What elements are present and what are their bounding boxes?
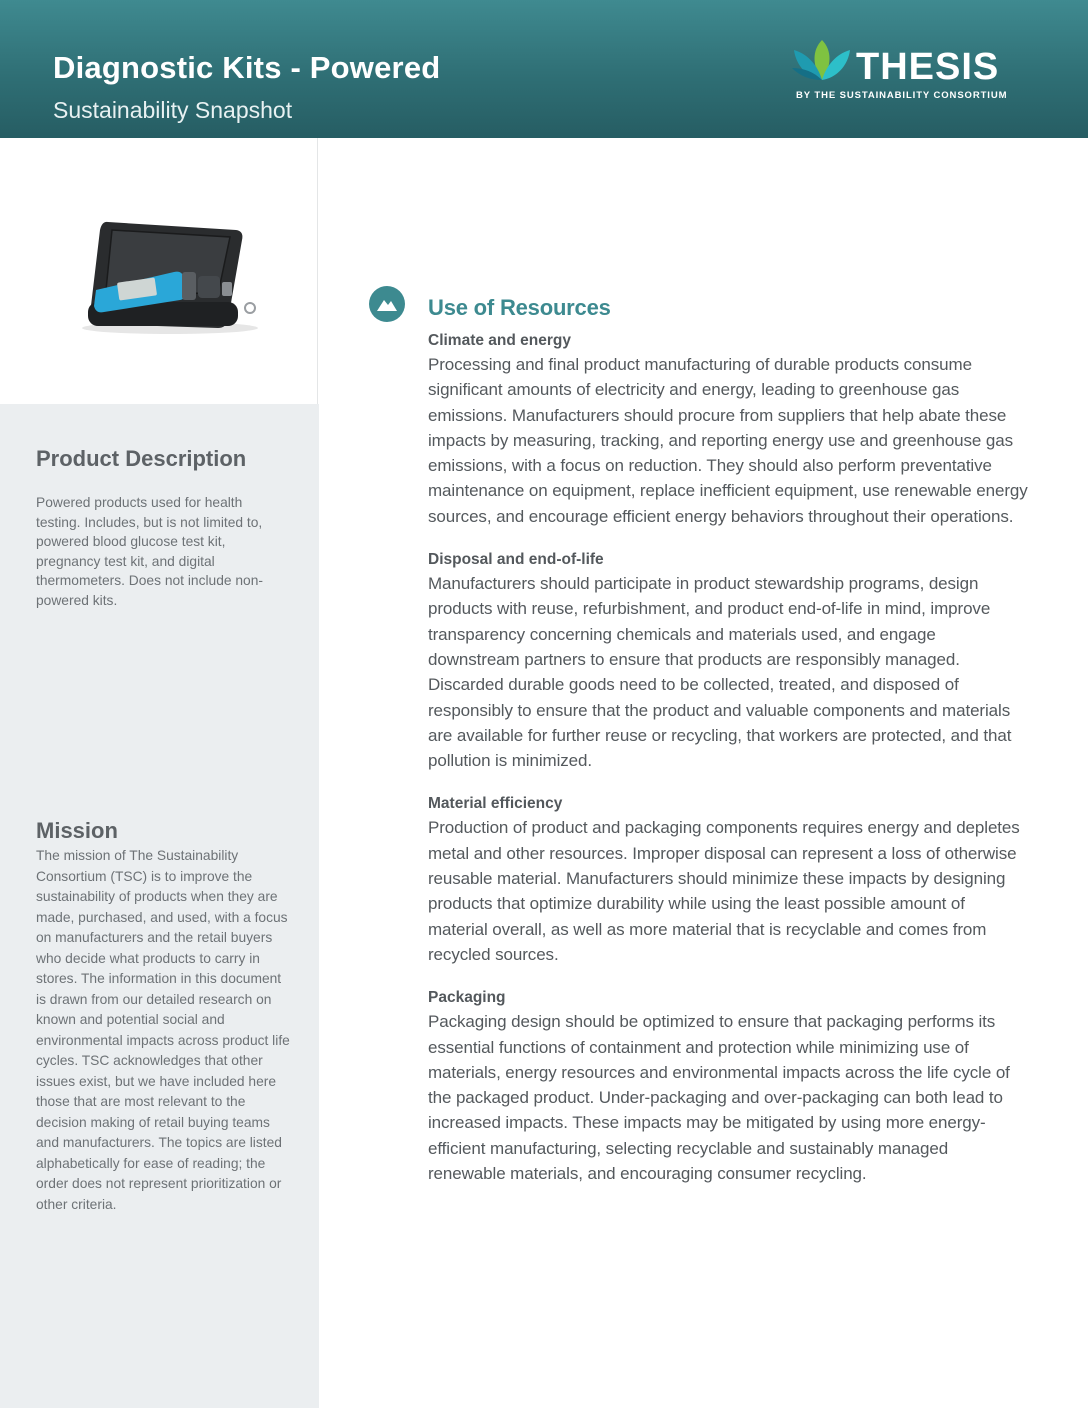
thesis-logo	[790, 36, 1030, 106]
topic-heading: Climate and energy	[428, 332, 571, 349]
product-description-heading: Product Description	[36, 446, 247, 471]
mission-text: The mission of The Sustainability Consortium (TSC) is to improve the sustainability of products when they are made, purchased, and used, with a focus on manufacturers and the retail buyers who decide what products to carry in stores. The information in this document is drawn from our detailed research on known and potential social and environmental impacts across product life cycles. TSC acknowledges that other issues exist, but we have included here those that are most relevant to the decision making of retail buying teams and manufacturers. The topics are listed alphabetically for ease of reading; the order does not represent prioritization or other criteria.	[36, 848, 290, 1212]
mountain-icon	[369, 286, 405, 322]
section-content	[428, 330, 1028, 1206]
product-image-panel	[0, 138, 318, 404]
topic-text: Processing and final product manufacturing of durable products consume significant amounts of electricity and energy, leading to greenhouse gas emissions. Manufacturers should procure from suppliers that help abate these impacts by measuring, tracking, and reporting energy use and greenhouse gas emissions, with a focus on reduction. They should also perform preventative maintenance on equipment, replace inefficient equipment, use renewable energy sources, and encourage efficient energy behaviors throughout their operations.	[428, 355, 1028, 526]
topic-text: Packaging design should be optimized to ensure that packaging performs its essential functions of containment and protection while minimizing use of materials, energy resources and environmental impacts across the life cycle of the packaged product. Under-packaging and over-packaging can both lead to increased impacts. These impacts may be mitigated by using more energy-efficient manufacturing, selecting recyclable and sustainably managed renewable materials, and encouraging consumer recycling.	[428, 1012, 1010, 1184]
topic-text: Manufacturers should participate in product stewardship programs, design products with reuse, refurbishment, and product end-of-life in mind, improve transparency concerning chemicals and materials used, and engage downstream partners to ensure that products are responsibly managed. Discarded durable goods need to be collected, treated, and disposed of responsibly to ensure that the product and valuable components and materials are available for further reuse or recycling, that workers are protected, and that pollution is minimized.	[428, 574, 1012, 771]
topic-block	[428, 330, 1028, 529]
topic-heading: Material efficiency	[428, 795, 563, 813]
glucose-meter-kit-image	[78, 216, 263, 336]
logo-tagline: BY THE SUSTAINABILITY CONSORTIUM	[796, 90, 1008, 101]
product-description-text: Powered products used for health testing. Includes, but is not limited to, powered blood glucose test kit, pregnancy test kit, and digital thermometers. Does not include non-powered kits.	[36, 495, 263, 608]
page-header	[0, 0, 1088, 138]
mission-heading: Mission	[36, 818, 118, 843]
page-title: Diagnostic Kits - Powered	[53, 50, 441, 85]
leaf-icon	[790, 36, 854, 84]
topic-block	[428, 987, 1028, 1186]
logo-wordmark: THESIS	[856, 46, 1000, 88]
topic-text: Production of product and packaging components requires energy and depletes metal and other resources. Improper disposal can represent a loss of otherwise reusable material. Manufacturers should minimize these impacts by designing products that optimize durability while using the least possible amount of material overall, as well as more material that is recyclable and comes from recycled sources.	[428, 818, 1020, 964]
topic-block	[428, 549, 1028, 773]
topic-heading: Packaging	[428, 989, 506, 1007]
page-subtitle: Sustainability Snapshot	[53, 97, 293, 123]
topic-block	[428, 793, 1028, 967]
section-title: Use of Resources	[428, 295, 611, 320]
sidebar	[0, 404, 319, 1408]
topic-heading: Disposal and end-of-life	[428, 551, 604, 569]
